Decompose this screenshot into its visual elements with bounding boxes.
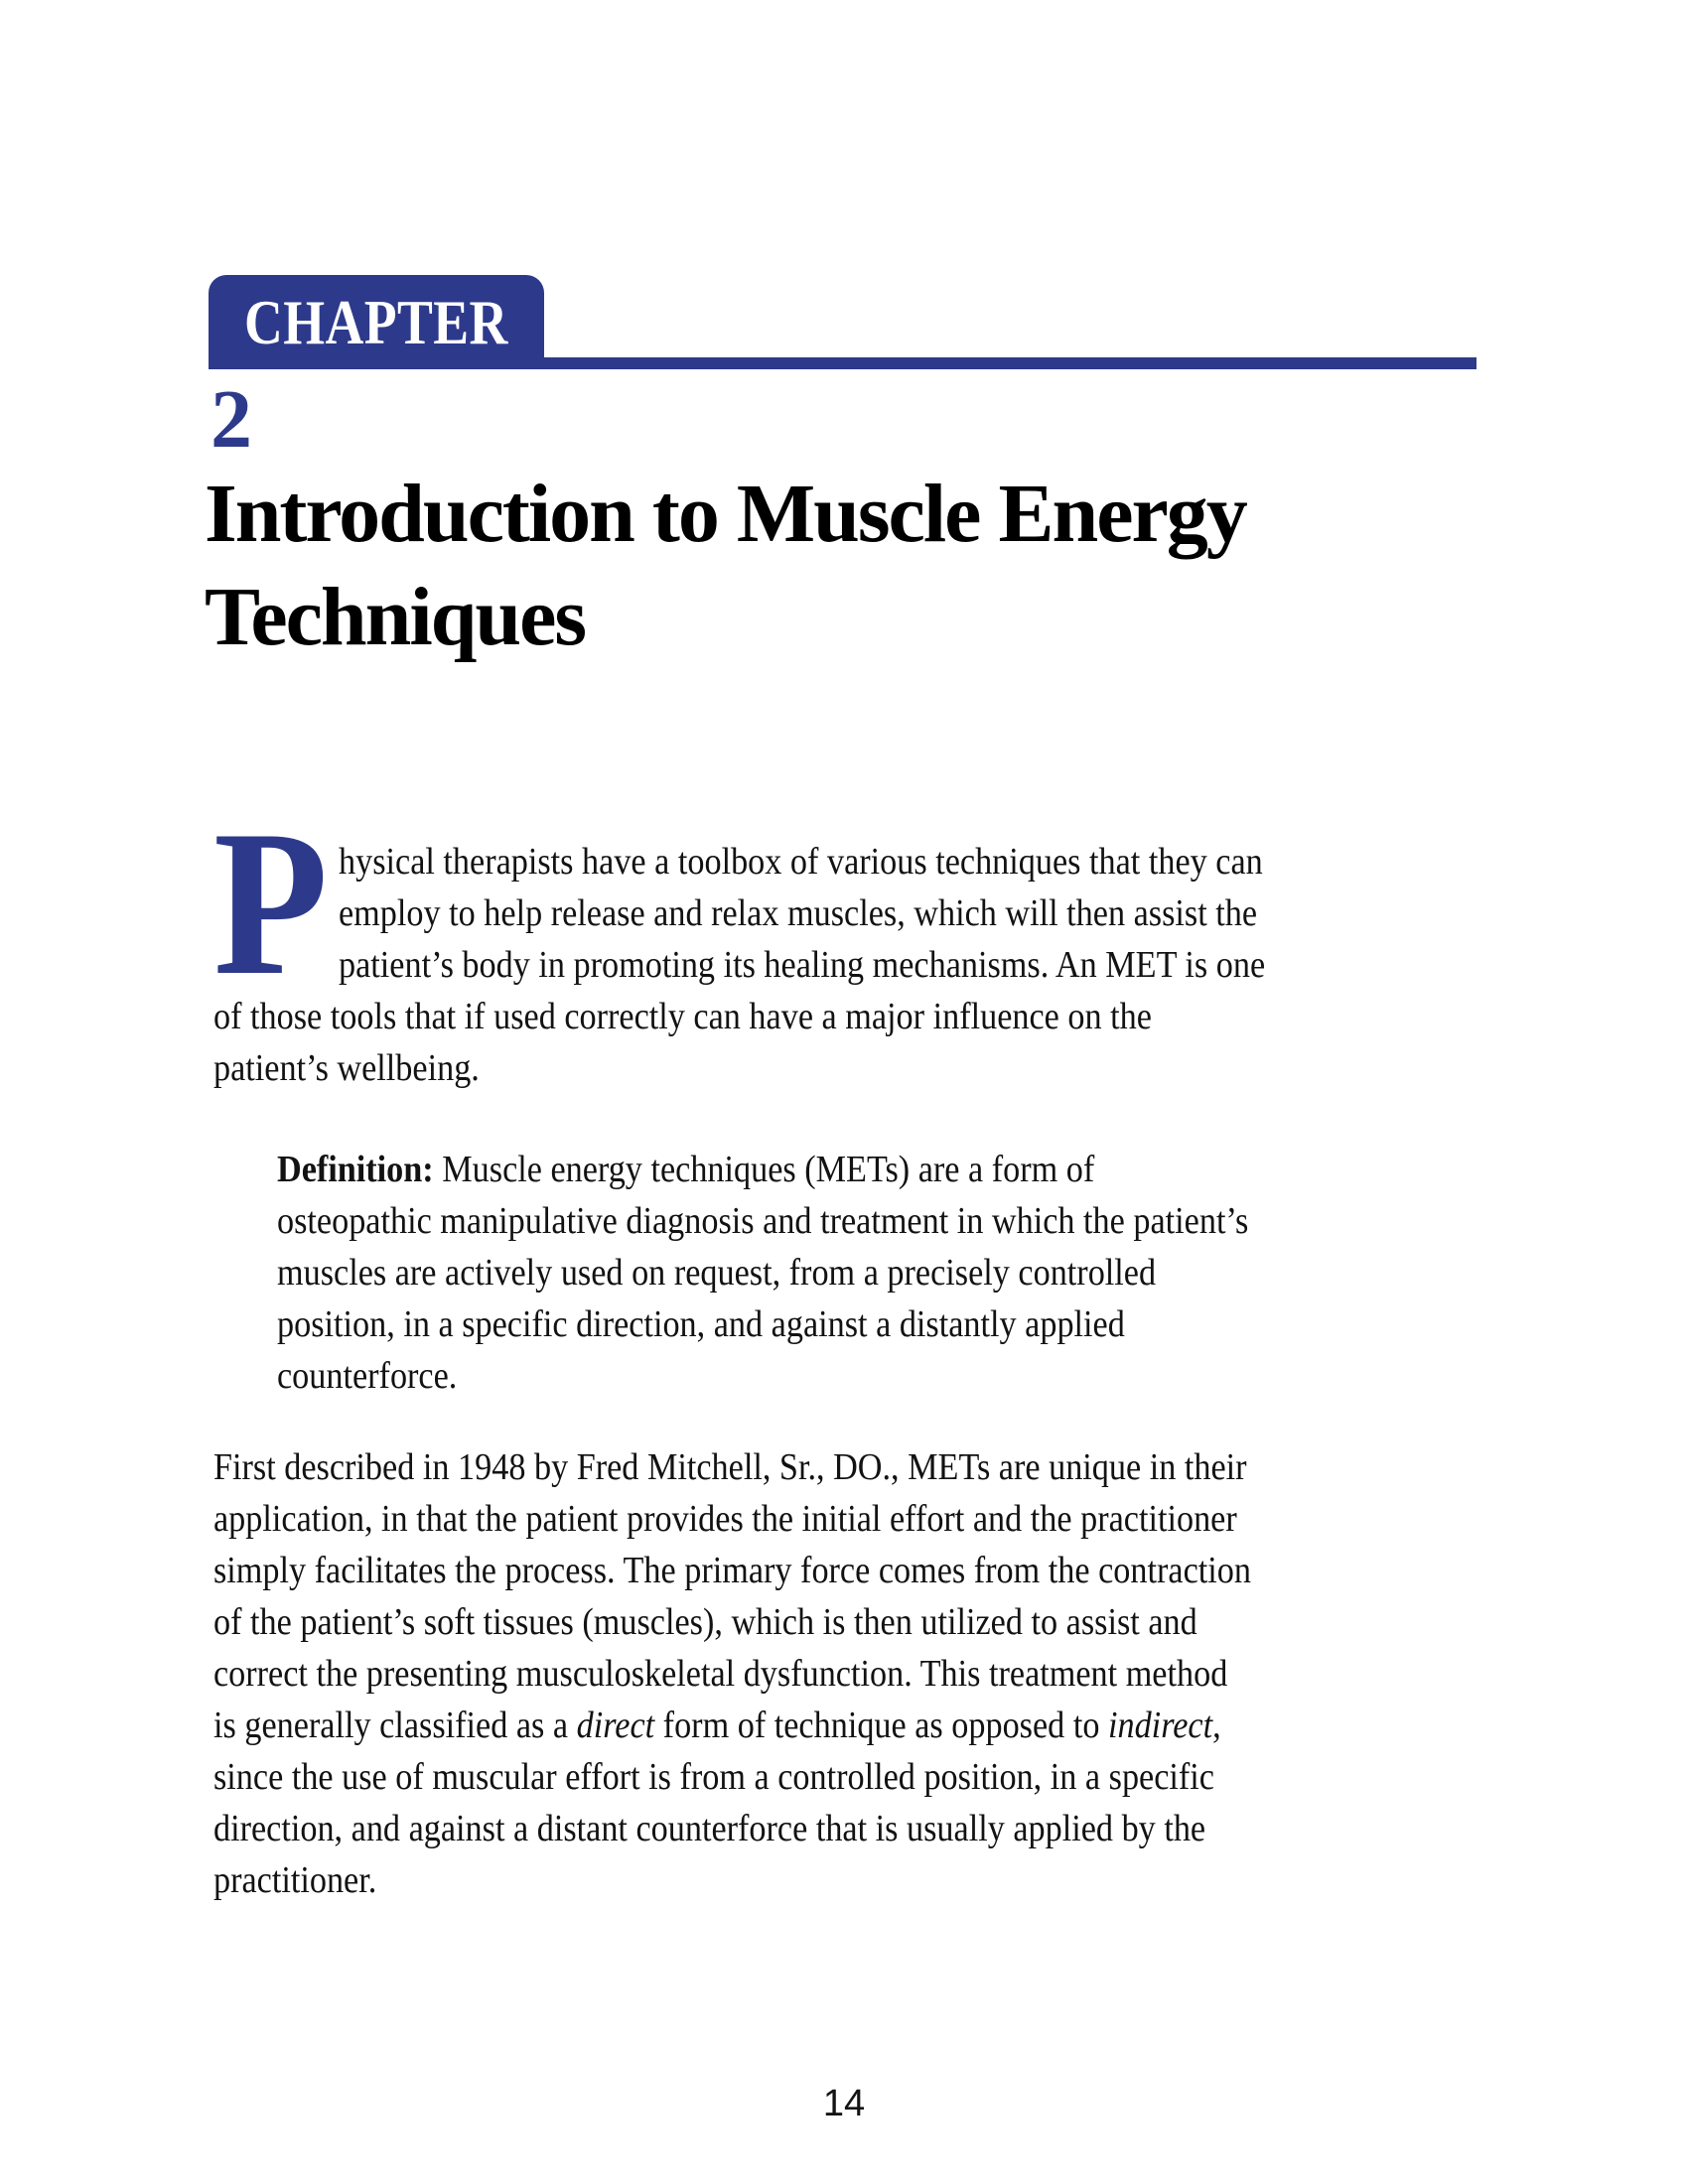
text-line: patient’s body in promoting its healing mechanisms. An MET is one	[339, 944, 1266, 986]
text-line: application, in that the patient provides the initial effort and the practitioner	[213, 1498, 1237, 1540]
text-line-with-italics	[213, 1700, 1554, 1751]
chapter-number: 2	[211, 373, 252, 466]
page-number: 14	[822, 2083, 866, 2124]
text-line: osteopathic manipulative diagnosis and treatment in which the patient’s	[277, 1200, 1249, 1242]
chapter-banner-label: CHAPTER	[244, 286, 508, 357]
chapter-banner	[209, 275, 544, 369]
drop-cap: P	[213, 788, 329, 1019]
text-line: employ to help release and relax muscles, which will then assist the	[339, 892, 1258, 934]
text-line: simply facilitates the process. The primary force comes from the contraction	[213, 1550, 1251, 1591]
text-line: practitioner.	[213, 1859, 377, 1901]
text-line: since the use of muscular effort is from a controlled position, in a specific	[213, 1756, 1214, 1798]
definition-label: Definition:	[277, 1149, 434, 1190]
italic-word: direct	[576, 1705, 655, 1746]
text-line: correct the presenting musculoskeletal dysfunction. This treatment method	[213, 1653, 1228, 1695]
text-line: muscles are actively used on request, from a precisely controlled	[277, 1252, 1157, 1294]
definition-block	[277, 1144, 1618, 1402]
text-segment: ,	[1212, 1705, 1221, 1746]
text-segment: form of technique as opposed to	[654, 1705, 1108, 1746]
definition-line-rest: Muscle energy techniques (METs) are a form of	[433, 1149, 1095, 1190]
chapter-title	[205, 463, 1246, 669]
text-line: patient’s wellbeing.	[213, 1047, 480, 1089]
text-line: First described in 1948 by Fred Mitchell, Sr., DO., METs are unique in their	[213, 1446, 1247, 1488]
chapter-title-line-2: Techniques	[205, 571, 586, 663]
text-line: direction, and against a distant counterforce that is usually applied by the	[213, 1808, 1206, 1849]
text-line	[277, 1144, 1618, 1195]
text-line: hysical therapists have a toolbox of various techniques that they can	[339, 841, 1263, 883]
text-segment: is generally classified as a	[213, 1705, 577, 1746]
text-line: of the patient’s soft tissues (muscles), which is then utilized to assist and	[213, 1601, 1197, 1643]
text-line: of those tools that if used correctly can have a major influence on the	[213, 996, 1152, 1037]
history-paragraph	[213, 1441, 1554, 1906]
text-line: counterforce.	[277, 1355, 458, 1397]
text-line: position, in a specific direction, and against a distantly applied	[277, 1303, 1125, 1345]
chapter-title-line-1: Introduction to Muscle Energy	[205, 468, 1246, 560]
opening-paragraph	[213, 788, 1554, 1094]
italic-word: indirect	[1107, 1705, 1213, 1746]
